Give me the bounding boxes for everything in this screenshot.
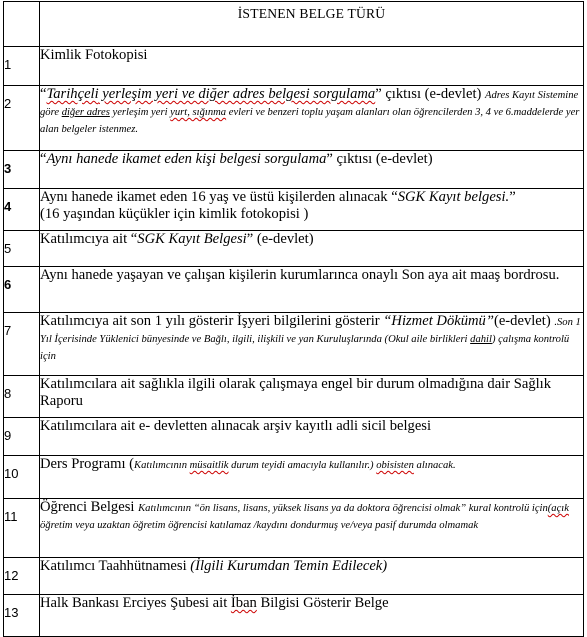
table-row [4, 313, 584, 376]
row-text: Aynı hanede yaşayan ve çalışan kişilerin kurumlarınca onaylı Son aya ait maaş bordrosu. [40, 267, 584, 313]
row-text: Katılımcıya ait son 1 yılı gösterir İşyeri bilgilerini gösterir “Hizmet Dökümü”(e-devlet) .Son 1 Yıl İçerisinde Yüklenici bünyesinde ve Bağlı, ilgili, ilişkili ve yan Kuruluşlarında (Okul aile birlikleri dahil) çalışma kontrolü için [40, 313, 584, 376]
row-number: 3 [4, 161, 12, 176]
row-number: 11 [4, 509, 18, 524]
row-number: 13 [4, 605, 19, 620]
row-number: 8 [4, 386, 12, 401]
row-text: Katılımcı Taahhütnamesi (İlgili Kurumdan Temin Edilecek) [40, 558, 584, 595]
row-number: 1 [4, 57, 12, 72]
row-number: 5 [4, 241, 12, 256]
document-table [3, 1, 584, 637]
row-number: 10 [4, 466, 19, 481]
row-number: 7 [4, 323, 12, 338]
table-row [4, 267, 584, 313]
row-text: Katılımcıya ait “SGK Kayıt Belgesi” (e-devlet) [40, 231, 584, 267]
row-text: Kimlik Fotokopisi [40, 47, 584, 86]
row-number: 6 [4, 277, 12, 292]
table-row [4, 558, 584, 595]
table-row [4, 376, 584, 418]
table-row [4, 47, 584, 86]
header-empty-cell [4, 2, 40, 47]
table-row [4, 86, 584, 151]
row-number: 9 [4, 428, 12, 443]
row-number: 12 [4, 568, 19, 583]
table-row [4, 499, 584, 558]
table-row [4, 151, 584, 189]
table-row [4, 456, 584, 499]
table-header-row [4, 2, 584, 47]
row-text: Katılımcılara ait sağlıkla ilgili olarak çalışmaya engel bir durum olmadığına dair Sağlık Raporu [40, 376, 584, 418]
row-text: Katılımcılara ait e- devletten alınacak arşiv kayıtlı adli sicil belgesi [40, 418, 584, 456]
row-text: Öğrenci Belgesi Katılımcının “ön lisans, lisans, yüksek lisans ya da doktora öğrencisi olmak” kural kontrolü için(açık öğretim veya uzaktan öğretim öğrencisi katılamaz /kaydını dondurmuş ve/veya pasif durumda olmamak [40, 499, 584, 558]
row-text: Ders Programı (Katılımcının müsaitlik durum teyidi amacıyla kullanılır.) obisisten alınacak. [40, 456, 584, 499]
table-row [4, 595, 584, 637]
row-text: “Aynı hanede ikamet eden kişi belgesi sorgulama” çıktısı (e-devlet) [40, 151, 584, 189]
table-title: İSTENEN BELGE TÜRÜ [40, 2, 584, 47]
row-text: Aynı hanede ikamet eden 16 yaş ve üstü kişilerden alınacak “SGK Kayıt belgesi.” (16 yaşından küçükler için kimlik fotokopisi ) [40, 189, 584, 231]
row-number: 4 [4, 199, 12, 214]
table-row [4, 231, 584, 267]
row-text: “Tarihçeli yerleşim yeri ve diğer adres belgesi sorgulama” çıktısı (e-devlet) Adres Kayıt Sistemine göre diğer adres yerleşim yeri yurt, sığınma evleri ve benzeri toplu yaşam alanları olan öğrencilerden 3, 4 ve 6.maddelerde yer alan belgeler istenmez. [40, 86, 584, 151]
table-row [4, 418, 584, 456]
row-number: 2 [4, 96, 12, 111]
row-text: Halk Bankası Erciyes Şubesi ait İban Bilgisi Gösterir Belge [40, 595, 584, 637]
table-row [4, 189, 584, 231]
